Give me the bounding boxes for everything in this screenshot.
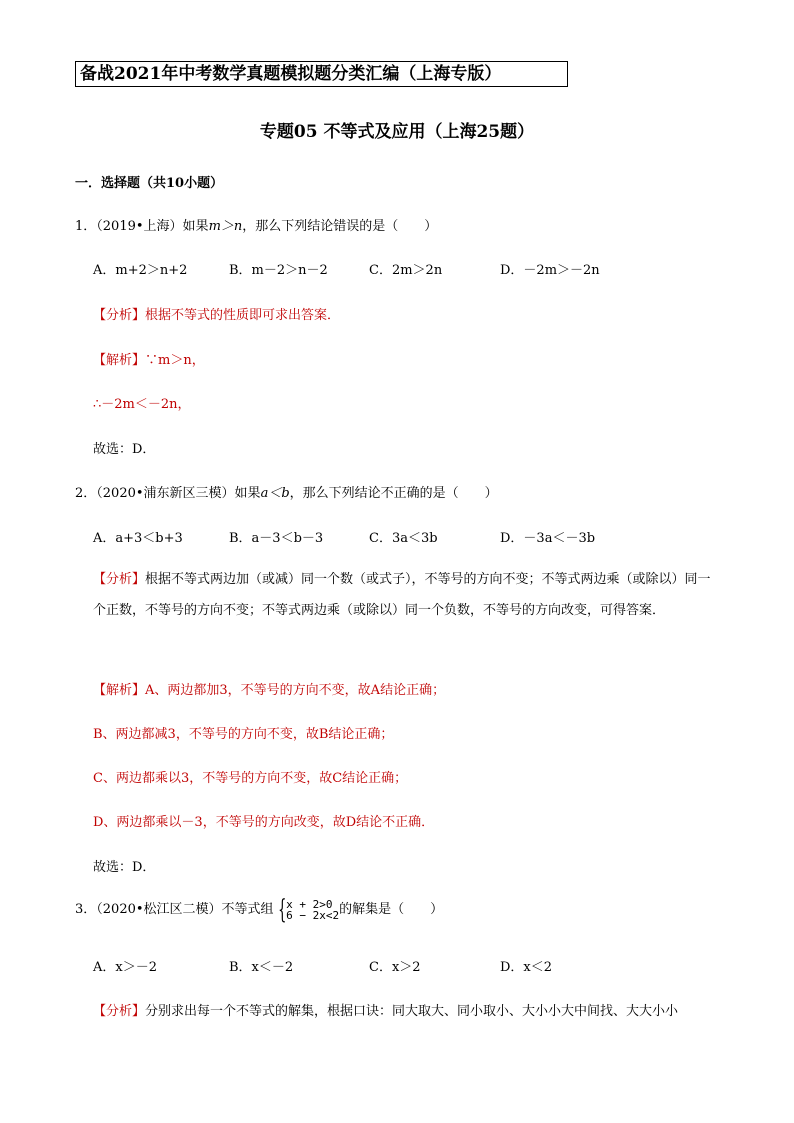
question-2-answer: 故选：D． — [93, 860, 156, 875]
question-2-stem: 2．（2020•浦东新区三模）如果a＜b，那么下列结论不正确的是（ ） — [75, 486, 498, 501]
document-banner: 备战2021年中考数学真题模拟题分类汇编（上海专版） — [75, 61, 568, 87]
brace-icon: { — [277, 894, 286, 925]
question-1-analysis: 【分析】根据不等式的性质即可求出答案． — [93, 308, 341, 323]
section-heading: 一．选择题（共10小题） — [75, 176, 224, 191]
inequality-system: x + 2>0 6 − 2x<2 — [286, 897, 340, 922]
question-1-stem: 1．（2019•上海）如果m＞n，那么下列结论错误的是（ ） — [75, 219, 438, 234]
question-1-option-a: A．m+2＞n+2 — [93, 263, 188, 278]
question-2-solution-line: C、两边都乘以3，不等号的方向不变，故C结论正确； — [93, 771, 408, 786]
question-2-analysis: 【分析】根据不等式两边加（或减）同一个数（或式子），不等号的方向不变；不等式两边乘（或除以）同一个正数，不等号的方向不变；不等式两边乘（或除以）同一个负数，不等号的方向改变，可得答案． — [93, 572, 711, 618]
question-3-stem: 3．（2020•松江区二模）不等式组 { x + 2>0 6 − 2x<2 的解集是（ ） — [75, 894, 444, 925]
question-3-analysis: 【分析】分别求出每一个不等式的解集，根据口诀：同大取大、同小取小、大小小大中间找、大大小小 — [93, 1004, 679, 1019]
topic-title: 专题05 不等式及应用（上海25题） — [259, 122, 535, 142]
question-1-solution-line: 【解析】∵m＞n， — [93, 353, 205, 368]
question-1-option-b: B．m－2＞n－2 — [229, 263, 328, 278]
question-2-option-b: B．a－3＜b－3 — [229, 531, 324, 546]
question-2-option-c: C．3a＜3b — [369, 531, 438, 546]
question-3-option-a: A．x＞－2 — [93, 960, 157, 975]
question-3-option-d: D．x＜2 — [500, 960, 553, 975]
question-3-option-c: C．x＞2 — [369, 960, 421, 975]
question-2-option-d: D．－3a＜－3b — [500, 531, 596, 546]
question-2-solution-line: D、两边都乘以－3，不等号的方向改变，故D结论不正确． — [93, 815, 435, 830]
question-3-option-b: B．x＜－2 — [229, 960, 294, 975]
question-1-solution-line: ∴－2m＜－2n， — [93, 397, 191, 412]
question-2-option-a: A．a+3＜b+3 — [93, 531, 183, 546]
question-2-solution-line: 【解析】A、两边都加3，不等号的方向不变，故A结论正确； — [93, 683, 446, 698]
question-1-option-c: C．2m＞2n — [369, 263, 443, 278]
question-1-answer: 故选：D． — [93, 442, 156, 457]
question-2-solution-line: B、两边都减3，不等号的方向不变，故B结论正确； — [93, 727, 394, 742]
question-1-option-d: D．－2m＞－2n — [500, 263, 600, 278]
